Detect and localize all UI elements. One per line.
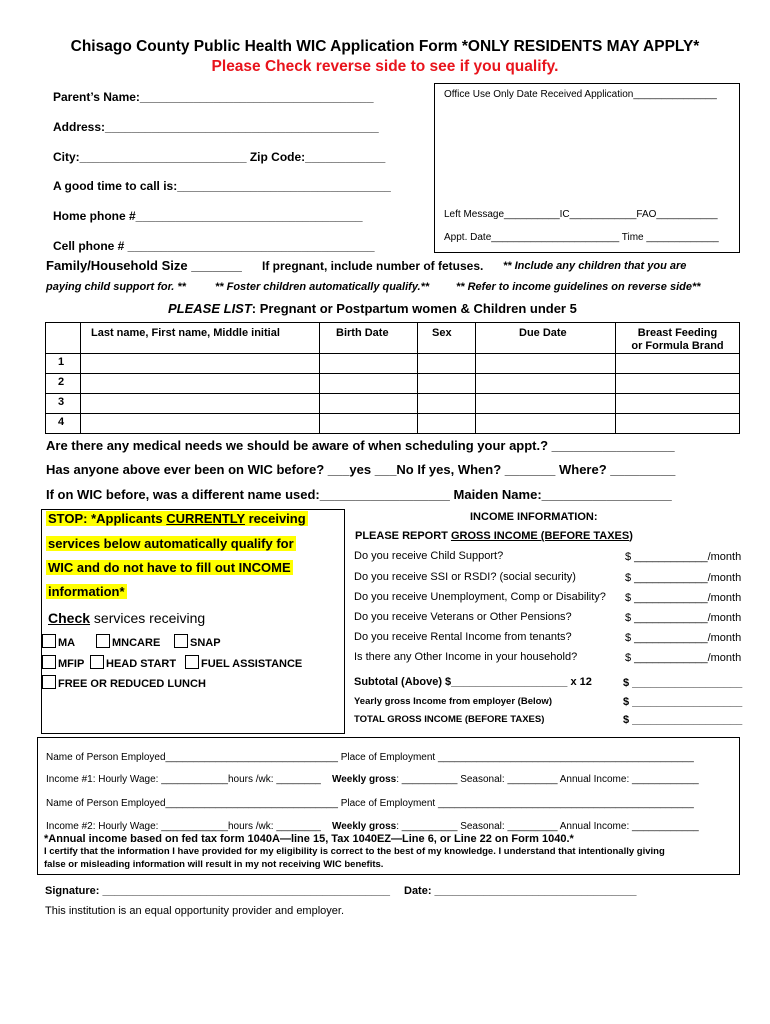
income-q-ssi: Do you receive SSI or RSDI? (social security) (354, 571, 576, 583)
check-services-heading: Check services receiving (48, 610, 206, 626)
office-use-box (434, 83, 740, 253)
service-snap[interactable]: SNAP (174, 634, 221, 649)
person-employed-1[interactable]: Name of Person Employed_______________________________ Place of Employment ______________________________________________ (46, 752, 694, 763)
table-row[interactable] (46, 374, 740, 394)
income-q-other: Is there any Other Income in your household? (354, 651, 578, 663)
home-phone-field[interactable]: Home phone #__________________________________ (53, 209, 363, 223)
children-table (45, 322, 740, 434)
row-number: 2 (58, 376, 65, 388)
checkbox-icon[interactable] (42, 675, 56, 689)
certify-line-2: false or misleading information will result in my not receiving WIC benefits. (44, 859, 384, 870)
income-amount-field[interactable]: $ ____________/month (625, 572, 742, 584)
checkbox-icon[interactable] (42, 634, 56, 648)
income-q-rental: Do you receive Rental Income from tenants? (354, 631, 572, 643)
checkbox-icon[interactable] (96, 634, 110, 648)
yearly-gross-label: Yearly gross Income from employer (Below) (354, 696, 552, 707)
income-amount-field[interactable]: $ ____________/month (625, 632, 742, 644)
form-title: Chisago County Public Health WIC Application Form *ONLY RESIDENTS MAY APPLY* (70, 38, 700, 55)
paying-support-note: paying child support for. ** (46, 281, 186, 293)
stop-line-2: services below automatically qualify for (48, 536, 294, 551)
foster-note: ** Foster children automatically qualify.** (215, 281, 430, 293)
report-gross-income: PLEASE REPORT GROSS INCOME (BEFORE TAXES) (355, 530, 633, 542)
income-amount-field[interactable]: $ ____________/month (625, 652, 742, 664)
subtotal-amount-field[interactable]: $ __________________ (623, 677, 743, 689)
col-birth-date: Birth Date (336, 327, 389, 339)
refer-note: ** Refer to income guidelines on reverse side** (456, 281, 701, 293)
table-row[interactable] (46, 414, 740, 434)
person-employed-2[interactable]: Name of Person Employed_______________________________ Place of Employment ______________________________________________ (46, 798, 694, 809)
different-name-question[interactable]: If on WIC before, was a different name used:__________________ Maiden Name:__________________ (46, 487, 672, 502)
office-left-message: Left Message__________IC____________FAO___________ (444, 209, 718, 220)
service-free-lunch[interactable]: FREE OR REDUCED LUNCH (42, 675, 206, 690)
form-subtitle: Please Check reverse side to see if you qualify. (211, 58, 559, 75)
call-time-field[interactable]: A good time to call is:________________________________ (53, 179, 391, 193)
yearly-amount-field[interactable]: $ __________________ (623, 696, 743, 708)
household-size-field[interactable]: Family/Household Size _______ (46, 258, 242, 273)
col-sex: Sex (432, 327, 452, 339)
col-due-date: Due Date (519, 327, 567, 339)
income-2-line[interactable]: Income #2: Hourly Wage: ____________hours /wk: ________ Weekly gross: __________ Seasonal: _________ Annual Income: ____________ (46, 821, 699, 832)
stop-line-3: WIC and do not have to fill out INCOME (48, 560, 291, 575)
income-1-line[interactable]: Income #1: Hourly Wage: ____________hours /wk: ________ Weekly gross: __________ Seasonal: _________ Annual Income: ____________ (46, 774, 699, 785)
row-number: 4 (58, 416, 65, 428)
row-number: 1 (58, 356, 65, 368)
total-gross-label: TOTAL GROSS INCOME (BEFORE TAXES) (354, 714, 545, 725)
service-ma[interactable]: MA (42, 634, 75, 649)
signature-field[interactable]: Signature: _______________________________________________ (45, 885, 390, 897)
row-number: 3 (58, 396, 65, 408)
stop-line-1: STOP: *Applicants CURRENTLY receiving (48, 511, 306, 526)
service-head-start[interactable]: HEAD START (90, 655, 176, 670)
list-heading-rest: : Pregnant or Postpartum women & Children under 5 (251, 301, 577, 316)
pregnant-note: If pregnant, include number of fetuses. (262, 259, 484, 273)
table-row[interactable] (46, 354, 740, 374)
income-amount-field[interactable]: $ ____________/month (625, 612, 742, 624)
income-heading: INCOME INFORMATION: (470, 511, 598, 523)
income-q-pensions: Do you receive Veterans or Other Pensions? (354, 611, 572, 623)
address-field[interactable]: Address:_________________________________________ (53, 120, 379, 134)
annual-income-note: *Annual income based on fed tax form 1040A—line 15, Tax 1040EZ—Line 6, or Line 22 on Form 1040.* (44, 833, 574, 845)
income-amount-field[interactable]: $ ____________/month (625, 592, 742, 604)
city-zip-field[interactable]: City:_________________________ Zip Code:____________ (53, 150, 386, 164)
table-header-row (46, 323, 740, 354)
col-formula-brand: or Formula Brand (631, 340, 724, 352)
income-q-child-support: Do you receive Child Support? (354, 550, 504, 562)
cell-phone-field[interactable]: Cell phone # _____________________________________ (53, 239, 375, 253)
checkbox-icon[interactable] (42, 655, 56, 669)
service-mncare[interactable]: MNCARE (96, 634, 160, 649)
office-date-received: Office Use Only Date Received Application_______________ (444, 89, 717, 100)
medical-needs-question[interactable]: Are there any medical needs we should be aware of when scheduling your appt.? _________________ (46, 438, 675, 453)
total-amount-field[interactable]: $ __________________ (623, 714, 743, 726)
service-mfip[interactable]: MFIP (42, 655, 84, 670)
stop-line-4: information* (48, 584, 125, 599)
income-amount-field[interactable]: $ ____________/month (625, 551, 742, 563)
ever-wic-question[interactable]: Has anyone above ever been on WIC before? ___yes ___No If yes, When? _______ Where? _________ (46, 462, 676, 477)
checkbox-icon[interactable] (174, 634, 188, 648)
list-heading (168, 301, 577, 316)
col-name: Last name, First name, Middle initial (91, 327, 280, 339)
checkbox-icon[interactable] (185, 655, 199, 669)
equal-opportunity-note: This institution is an equal opportunity provider and employer. (45, 905, 345, 917)
stop-currently: CURRENTLY (166, 511, 245, 526)
col-breast-feeding: Breast Feeding (637, 327, 718, 339)
date-field[interactable]: Date: _________________________________ (404, 885, 637, 897)
checkbox-icon[interactable] (90, 655, 104, 669)
include-children-note: ** Include any children that you are (503, 260, 687, 272)
table-row[interactable] (46, 394, 740, 414)
subtotal-field[interactable]: Subtotal (Above) $___________________ x 12 (354, 676, 592, 688)
parent-name-field[interactable]: Parent’s Name:___________________________________ (53, 90, 374, 104)
certify-line-1: I certify that the information I have provided for my eligibility is correct to the best of my knowledge. I understand that intentionally giving (44, 846, 665, 857)
service-fuel-assistance[interactable]: FUEL ASSISTANCE (185, 655, 302, 670)
list-heading-em: PLEASE LIST (168, 301, 252, 316)
income-q-unemployment: Do you receive Unemployment, Comp or Disability? (354, 591, 606, 603)
office-appt: Appt. Date_______________________ Time _____________ (444, 232, 719, 243)
